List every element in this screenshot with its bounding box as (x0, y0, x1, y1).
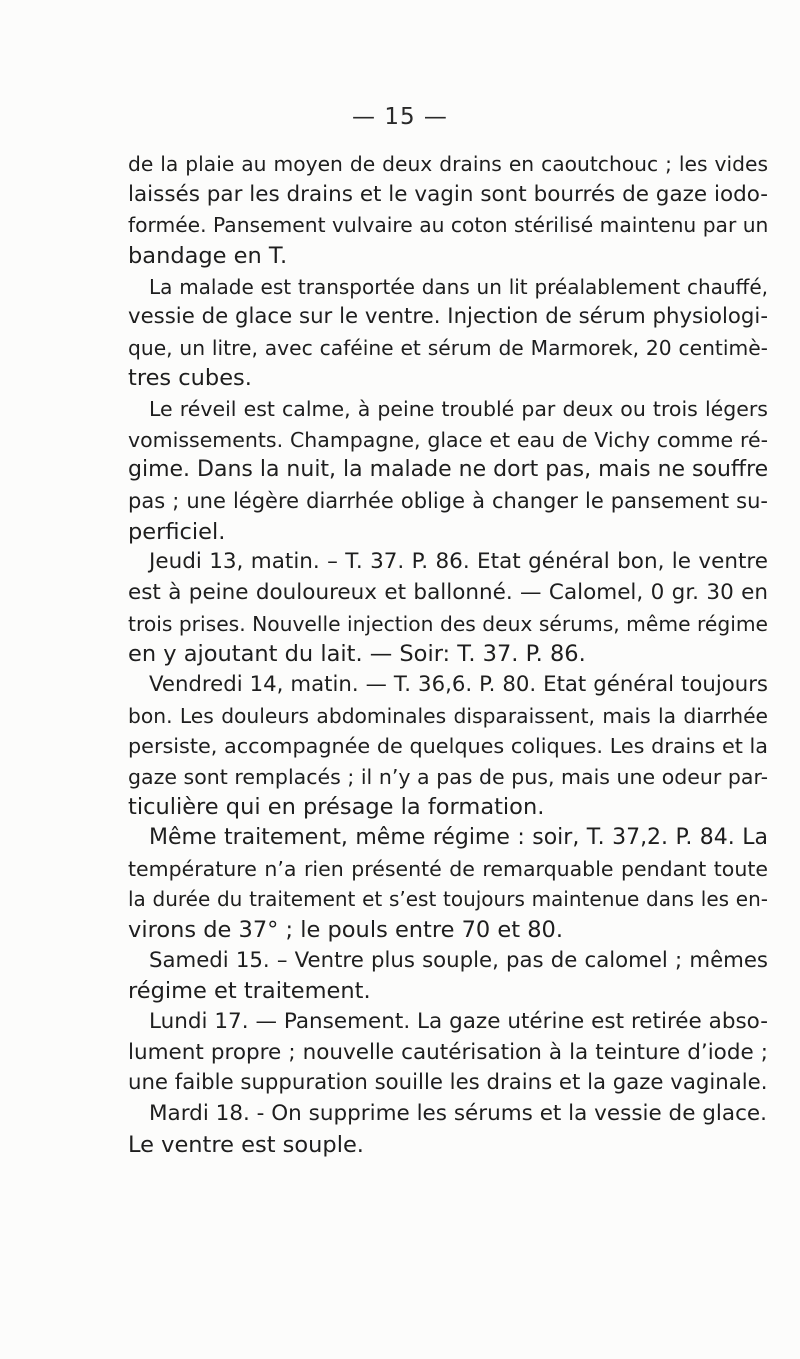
text-line: en y ajoutant du lait. — Soir: T. 37. P. 86. (128, 641, 586, 668)
text-line: Samedi 15. – Ventre plus souple, pas de calomel ; mêmes (149, 947, 768, 973)
text-line: bon. Les douleurs abdominales disparaissent, mais la diarrhée (128, 703, 768, 728)
text-line: laissés par les drains et le vagin sont bourrés de gaze iodo- (128, 181, 769, 207)
text-line: perficiel. (128, 518, 226, 545)
text-line: formée. Pansement vulvaire au coton stérilisé maintenu par un (128, 213, 769, 238)
text-line: que, un litre, avec caféine et sérum de Marmorek, 20 centimè- (128, 335, 768, 360)
text-line: gaze sont remplacés ; il n’y a pas de pus, mais une odeur par- (128, 764, 768, 789)
text-line: la durée du traitement et s’est toujours maintenue dans les en- (128, 887, 768, 912)
text-line: pas ; une légère diarrhée oblige à changer le pansement su- (128, 489, 768, 514)
text-line: Vendredi 14, matin. — T. 36,6. P. 80. Etat général toujours (149, 671, 768, 697)
text-line: est à peine douloureux et ballonné. — Calomel, 0 gr. 30 en (128, 579, 768, 605)
text-line: de la plaie au moyen de deux drains en caoutchouc ; les vides (128, 152, 768, 176)
text-line: gime. Dans la nuit, la malade ne dort pas, mais ne souffre (128, 457, 769, 483)
text-line: Mardi 18. - On supprime les sérums et la vessie de glace. (149, 1100, 767, 1126)
text-line: La malade est transportée dans un lit préalablement chauffé, (149, 274, 768, 299)
text-line: température n’a rien présenté de remarquable pendant toute (128, 856, 768, 881)
text-line: vomissements. Champagne, glace et eau de Vichy comme ré- (128, 427, 768, 452)
text-line: bandage en T. (128, 242, 288, 269)
page-number: — 15 — (352, 104, 448, 130)
text-line: Le réveil est calme, à peine troublé par deux ou trois légers (149, 397, 768, 422)
text-line: vessie de glace sur le ventre. Injection de sérum physiologi- (128, 304, 768, 330)
text-line: régime et traitement. (128, 978, 371, 1005)
text-line: ticulière qui en présage la formation. (128, 794, 545, 821)
text-line: Même traitement, même régime : soir, T. 37,2. P. 84. La (149, 825, 768, 851)
text-line: Le ventre est souple. (128, 1131, 364, 1158)
text-line: une faible suppuration souille les drains et la gaze vaginale. (128, 1070, 768, 1096)
text-line: trois prises. Nouvelle injection des deux sérums, même régime (128, 611, 768, 636)
text-line: Lundi 17. — Pansement. La gaze utérine est retirée abso- (149, 1008, 768, 1034)
text-line: lument propre ; nouvelle cautérisation à la teinture d’iode ; (128, 1039, 768, 1065)
text-line: persiste, accompagnée de quelques coliques. Les drains et la (128, 734, 768, 759)
text-line: Jeudi 13, matin. – T. 37. P. 86. Etat général bon, le ventre (149, 549, 768, 575)
text-line: virons de 37° ; le pouls entre 70 et 80. (128, 917, 564, 944)
text-line: tres cubes. (128, 365, 252, 392)
body-text (128, 149, 768, 1160)
